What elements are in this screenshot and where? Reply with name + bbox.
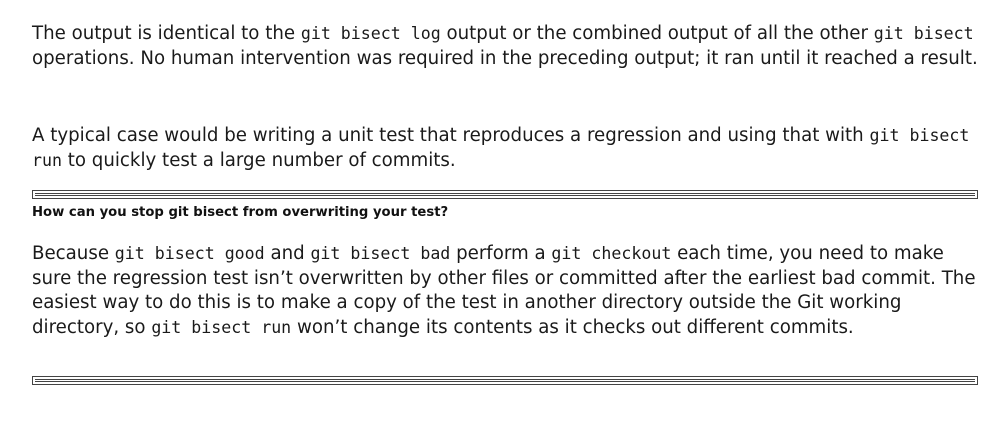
text: to quickly test a large number of commits. (61, 149, 456, 171)
text: won’t change its contents as it checks out different commits. (291, 316, 854, 338)
text: and (264, 243, 311, 264)
text: perform a (450, 243, 552, 264)
inline-code: git bisect run (32, 126, 970, 170)
text: output or the combined output of all the other (440, 23, 874, 44)
text: A typical case would be writing a unit test that reproduces a regression and using that with (32, 125, 870, 146)
sidebar-title: How can you stop git bisect from overwriting your test? (32, 205, 449, 220)
sidebar-body (32, 242, 978, 340)
text: The output is identical to the (32, 23, 301, 44)
sidebar-top-rule (32, 190, 978, 199)
text: operations. No human intervention was required in the preceding output; it ran until it reached a result. (32, 47, 978, 69)
text: Because (32, 243, 115, 264)
inline-code: git bisect run (151, 317, 292, 337)
inline-code: git bisect bad (310, 244, 451, 263)
inline-code: git bisect (873, 24, 974, 43)
paragraph-typical-case (32, 124, 978, 173)
text: each time, you need to make sure the regression test isn’t overwritten by other files or committed after the earliest bad commit. The easiest way to do this is to make a copy of the test in another directory outside the Git working directory, so (32, 243, 976, 338)
inline-code: git bisect good (114, 244, 265, 263)
inline-code: git bisect log (300, 24, 441, 43)
sidebar-bottom-rule (32, 376, 978, 385)
inline-code: git checkout (551, 244, 672, 263)
paragraph-bisect-log-output (32, 22, 978, 71)
